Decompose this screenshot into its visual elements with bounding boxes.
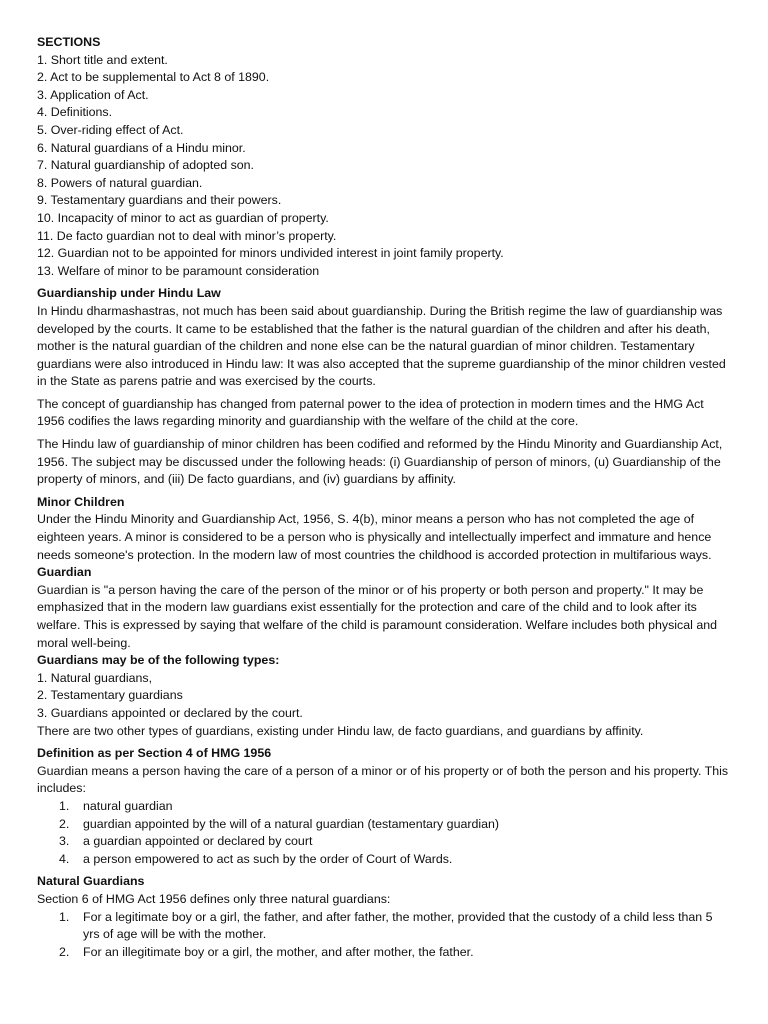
guardianship-paragraph-3: The Hindu law of guardianship of minor children has been codified and reformed by the Hindu Minority and Guardianship Act, 1956. The subject may be discussed under the following heads: (i) Guardianship of person of minors, (u) Guardianship of the property of minors, and (iii) De facto guardians, and (iv) guardians by affinity.: [37, 437, 723, 487]
list-item: 4. a person empowered to act as such by the order of Court of Wards.: [59, 851, 453, 866]
list-item: 1. natural guardian: [59, 798, 173, 813]
guardianship-paragraph-1: In Hindu dharmashastras, not much has been said about guardianship. During the British regime the law of guardianship was developed by the courts. It came to be established that the father is the natural guardian of the children and after his death, mother is the natural guardian of the children and none else can be the natural guardian of minor children. Testamentary guardians were also introduced in Hindu law: It was also accepted that the supreme guardianship of the minor children vested in the State as parens patrie and was exercised by the courts.: [37, 303, 726, 389]
definition-paragraph: Guardian means a person having the care of a person of a minor or of his property or of both the person and his property. This includes:: [37, 763, 729, 796]
sections-heading: SECTIONS: [37, 35, 101, 49]
list-item: 3. a guardian appointed or declared by court: [59, 834, 313, 849]
list-item: 2. For an illegitimate boy or a girl, the mother, and after mother, the father.: [59, 944, 474, 959]
definition-heading: Definition as per Section 4 of HMG 1956: [37, 746, 272, 761]
section-item: 10. Incapacity of minor to act as guardian of property.: [37, 210, 329, 225]
guardianship-paragraph-2: The concept of guardianship has changed from paternal power to the idea of protection in modern times and the HMG Act 1956 codifies the laws regarding minority and guardianship with the welfare of the child at the core.: [37, 396, 704, 429]
guardian-type-item: 3. Guardians appointed or declared by the court.: [37, 705, 303, 720]
guardian-type-item: 2. Testamentary guardians: [37, 688, 183, 703]
guardian-types-heading: Guardians may be of the following types:: [37, 653, 280, 668]
natural-guardians-heading: Natural Guardians: [37, 874, 145, 889]
section-item: 8. Powers of natural guardian.: [37, 175, 203, 190]
section-item: 7. Natural guardianship of adopted son.: [37, 158, 254, 173]
minor-children-heading: Minor Children: [37, 494, 125, 509]
natural-guardians-paragraph: Section 6 of HMG Act 1956 defines only three natural guardians:: [37, 891, 391, 906]
section-item: 13. Welfare of minor to be paramount consideration: [37, 263, 320, 278]
list-item: 2. guardian appointed by the will of a natural guardian (testamentary guardian): [59, 816, 500, 831]
guardian-paragraph: Guardian is "a person having the care of the person of the minor or of his property or both person and property." It may be emphasized that in the modern law guardians exist essentially for the protection and care of the child and to look after its welfare. This is expressed by saying that welfare of the child is paramount consideration. Welfare includes both physical and moral well-being.: [37, 582, 718, 650]
list-item: 1. For a legitimate boy or a girl, the father, and after father, the mother, provided that the custody of a child less than 5 yrs of age will be with the mother.: [59, 909, 713, 942]
natural-guardians-list: [37, 909, 731, 962]
guardian-types-note: There are two other types of guardians, existing under Hindu law, de facto guardians, and guardians by affinity.: [37, 723, 644, 738]
sections-block: [37, 34, 731, 280]
section-item: 9. Testamentary guardians and their powers.: [37, 193, 282, 208]
section-item: 2. Act to be supplemental to Act 8 of 1890.: [37, 70, 270, 85]
section-item: 5. Over-riding effect of Act.: [37, 122, 184, 137]
guardian-type-item: 1. Natural guardians,: [37, 670, 153, 685]
section-item: 1. Short title and extent.: [37, 52, 168, 67]
section-item: 11. De facto guardian not to deal with minor’s property.: [37, 228, 337, 243]
guardian-heading: Guardian: [37, 565, 92, 580]
definition-list: [37, 798, 731, 868]
section-item: 12. Guardian not to be appointed for minors undivided interest in joint family property.: [37, 246, 504, 261]
section-item: 4. Definitions.: [37, 105, 113, 120]
section-item: 3. Application of Act.: [37, 87, 149, 102]
minor-children-paragraph: Under the Hindu Minority and Guardianship Act, 1956, S. 4(b), minor means a person who has not completed the age of eighteen years. A minor is considered to be a person who is physically and intellectually imperfect and immature and hence needs someone's protection. In the modern law of most countries the childhood is accorded protection in multifarious ways.: [37, 512, 712, 562]
guardianship-heading: Guardianship under Hindu Law: [37, 286, 221, 301]
section-item: 6. Natural guardians of a Hindu minor.: [37, 140, 246, 155]
